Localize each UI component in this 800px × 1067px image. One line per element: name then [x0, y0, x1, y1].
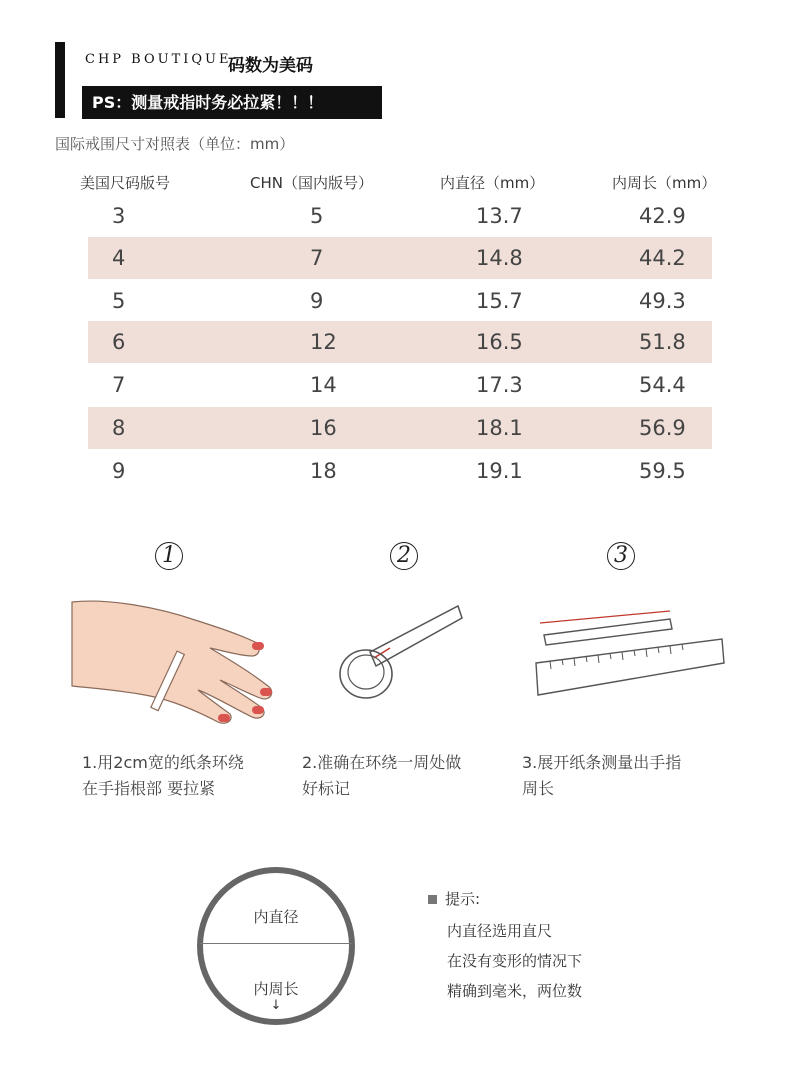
table-row: [88, 237, 712, 279]
ps-banner: PS：测量戒指时务必拉紧！！！: [82, 86, 382, 119]
us-size-cell: 9: [112, 459, 126, 483]
diameter-cell: 19.1: [476, 459, 523, 483]
paper-loop-illustration: [330, 600, 470, 710]
chn-size-cell: 5: [310, 204, 324, 228]
step-3-line-1: 3.展开纸条测量出手指: [522, 753, 682, 772]
us-size-cell: 6: [112, 330, 126, 354]
diameter-cell: 18.1: [476, 416, 523, 440]
circumference-label: 内周长: [253, 980, 299, 998]
chn-size-cell: 18: [310, 459, 337, 483]
us-size-cell: 4: [112, 246, 126, 270]
step-2-number: 2: [390, 542, 418, 570]
step-2-line-2: 好标记: [302, 779, 351, 798]
chn-size-cell: 7: [310, 246, 324, 270]
step-3-caption: [522, 750, 722, 802]
step-3-line-2: 周长: [522, 779, 555, 798]
diameter-cell: 15.7: [476, 289, 523, 313]
diameter-cell: 14.8: [476, 246, 523, 270]
ruler-illustration: [530, 605, 730, 700]
diameter-cell: 17.3: [476, 373, 523, 397]
step-2-caption: [302, 750, 502, 802]
square-bullet-icon: [428, 895, 437, 904]
size-note: 码数为美码: [228, 56, 313, 76]
header-inner-circumference: 内周长（mm）: [612, 174, 717, 192]
chn-size-cell: 12: [310, 330, 337, 354]
chn-size-cell: 9: [310, 289, 324, 313]
tip-line: 在没有变形的情况下: [447, 952, 583, 970]
step-2-line-1: 2.准确在环绕一周处做: [302, 753, 462, 772]
step-3-number: 3: [607, 542, 635, 570]
table-title: 国际戒围尺寸对照表（单位：mm）: [55, 135, 295, 153]
circumference-cell: 49.3: [639, 289, 686, 313]
tip-line: 精确到毫米，两位数: [447, 982, 583, 1000]
hand-wrap-illustration: [70, 590, 290, 730]
diameter-cell: 16.5: [476, 330, 523, 354]
table-row: [88, 450, 712, 492]
diameter-line: [200, 943, 352, 944]
tips-title: [428, 888, 480, 909]
table-row: [88, 280, 712, 322]
us-size-cell: 3: [112, 204, 126, 228]
header-accent-bar: [55, 42, 65, 118]
step-1-number: 1: [155, 542, 183, 570]
circumference-cell: 54.4: [639, 373, 686, 397]
header-chn-size: CHN（国内版号）: [250, 174, 373, 192]
brand-name: CHP BOUTIQUE: [85, 52, 232, 67]
tips-title-text: 提示:: [445, 890, 481, 908]
step-1-line-1: 1.用2cm宽的纸条环绕: [82, 753, 244, 772]
table-row: [88, 407, 712, 449]
down-arrow-icon: ↓: [270, 998, 282, 1013]
diameter-cell: 13.7: [476, 204, 523, 228]
table-row: [88, 364, 712, 406]
diameter-label: 内直径: [253, 908, 299, 926]
header-inner-diameter: 内直径（mm）: [440, 174, 545, 192]
circumference-cell: 44.2: [639, 246, 686, 270]
us-size-cell: 7: [112, 373, 126, 397]
tip-line: 内直径选用直尺: [447, 922, 553, 940]
circumference-cell: 42.9: [639, 204, 686, 228]
chn-size-cell: 16: [310, 416, 337, 440]
step-1-caption: [82, 750, 282, 802]
table-row: [88, 321, 712, 363]
step-1-line-2: 在手指根部 要拉紧: [82, 779, 216, 798]
circumference-cell: 51.8: [639, 330, 686, 354]
us-size-cell: 5: [112, 289, 126, 313]
circumference-cell: 56.9: [639, 416, 686, 440]
chn-size-cell: 14: [310, 373, 337, 397]
header-us-size: 美国尺码版号: [80, 174, 171, 192]
circumference-cell: 59.5: [639, 459, 686, 483]
us-size-cell: 8: [112, 416, 126, 440]
table-row: [88, 195, 712, 237]
